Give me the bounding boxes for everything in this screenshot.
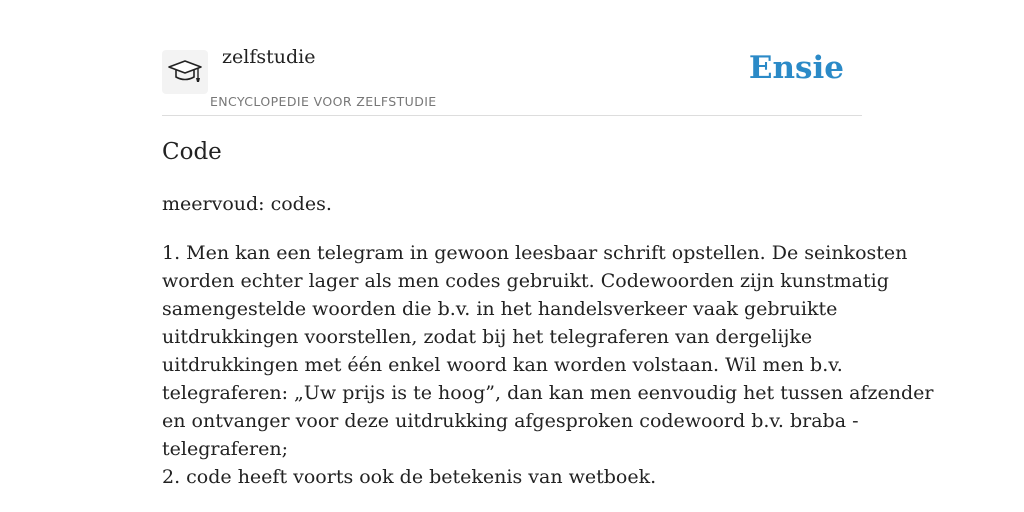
- brand-logo[interactable]: Ensie: [748, 50, 844, 86]
- definition-line: en ontvanger voor deze uitdrukking afgesproken codewoord b.v. braba -: [162, 410, 859, 432]
- plural-form: meervoud: codes.: [162, 193, 332, 215]
- definition-line: uitdrukkingen voorstellen, zodat bij het telegraferen van dergelijke: [162, 326, 813, 348]
- definition-line: 1. Men kan een telegram in gewoon leesbaar schrift opstellen. De seinkosten: [162, 242, 908, 264]
- site-tagline: ENCYCLOPEDIE VOOR ZELFSTUDIE: [210, 94, 437, 109]
- definition-line: uitdrukkingen met één enkel woord kan worden volstaan. Wil men b.v.: [162, 354, 843, 376]
- definition-line: telegraferen: „Uw prijs is te hoog”, dan kan men eenvoudig het tussen afzender: [162, 382, 934, 404]
- definition-line: 2. code heeft voorts ook de betekenis van wetboek.: [162, 466, 657, 488]
- definition-line: worden echter lager als men codes gebruikt. Codewoorden zijn kunstmatig: [162, 270, 889, 292]
- definition-line: telegraferen;: [162, 438, 289, 460]
- site-logo[interactable]: [162, 50, 208, 94]
- definition-line: samengestelde woorden die b.v. in het handelsverkeer vaak gebruikte: [162, 298, 838, 320]
- page-title: Code: [162, 139, 222, 165]
- page-container: [162, 0, 934, 488]
- site-header: [162, 0, 862, 116]
- site-name[interactable]: zelfstudie: [222, 46, 316, 68]
- definition-text: [162, 239, 934, 491]
